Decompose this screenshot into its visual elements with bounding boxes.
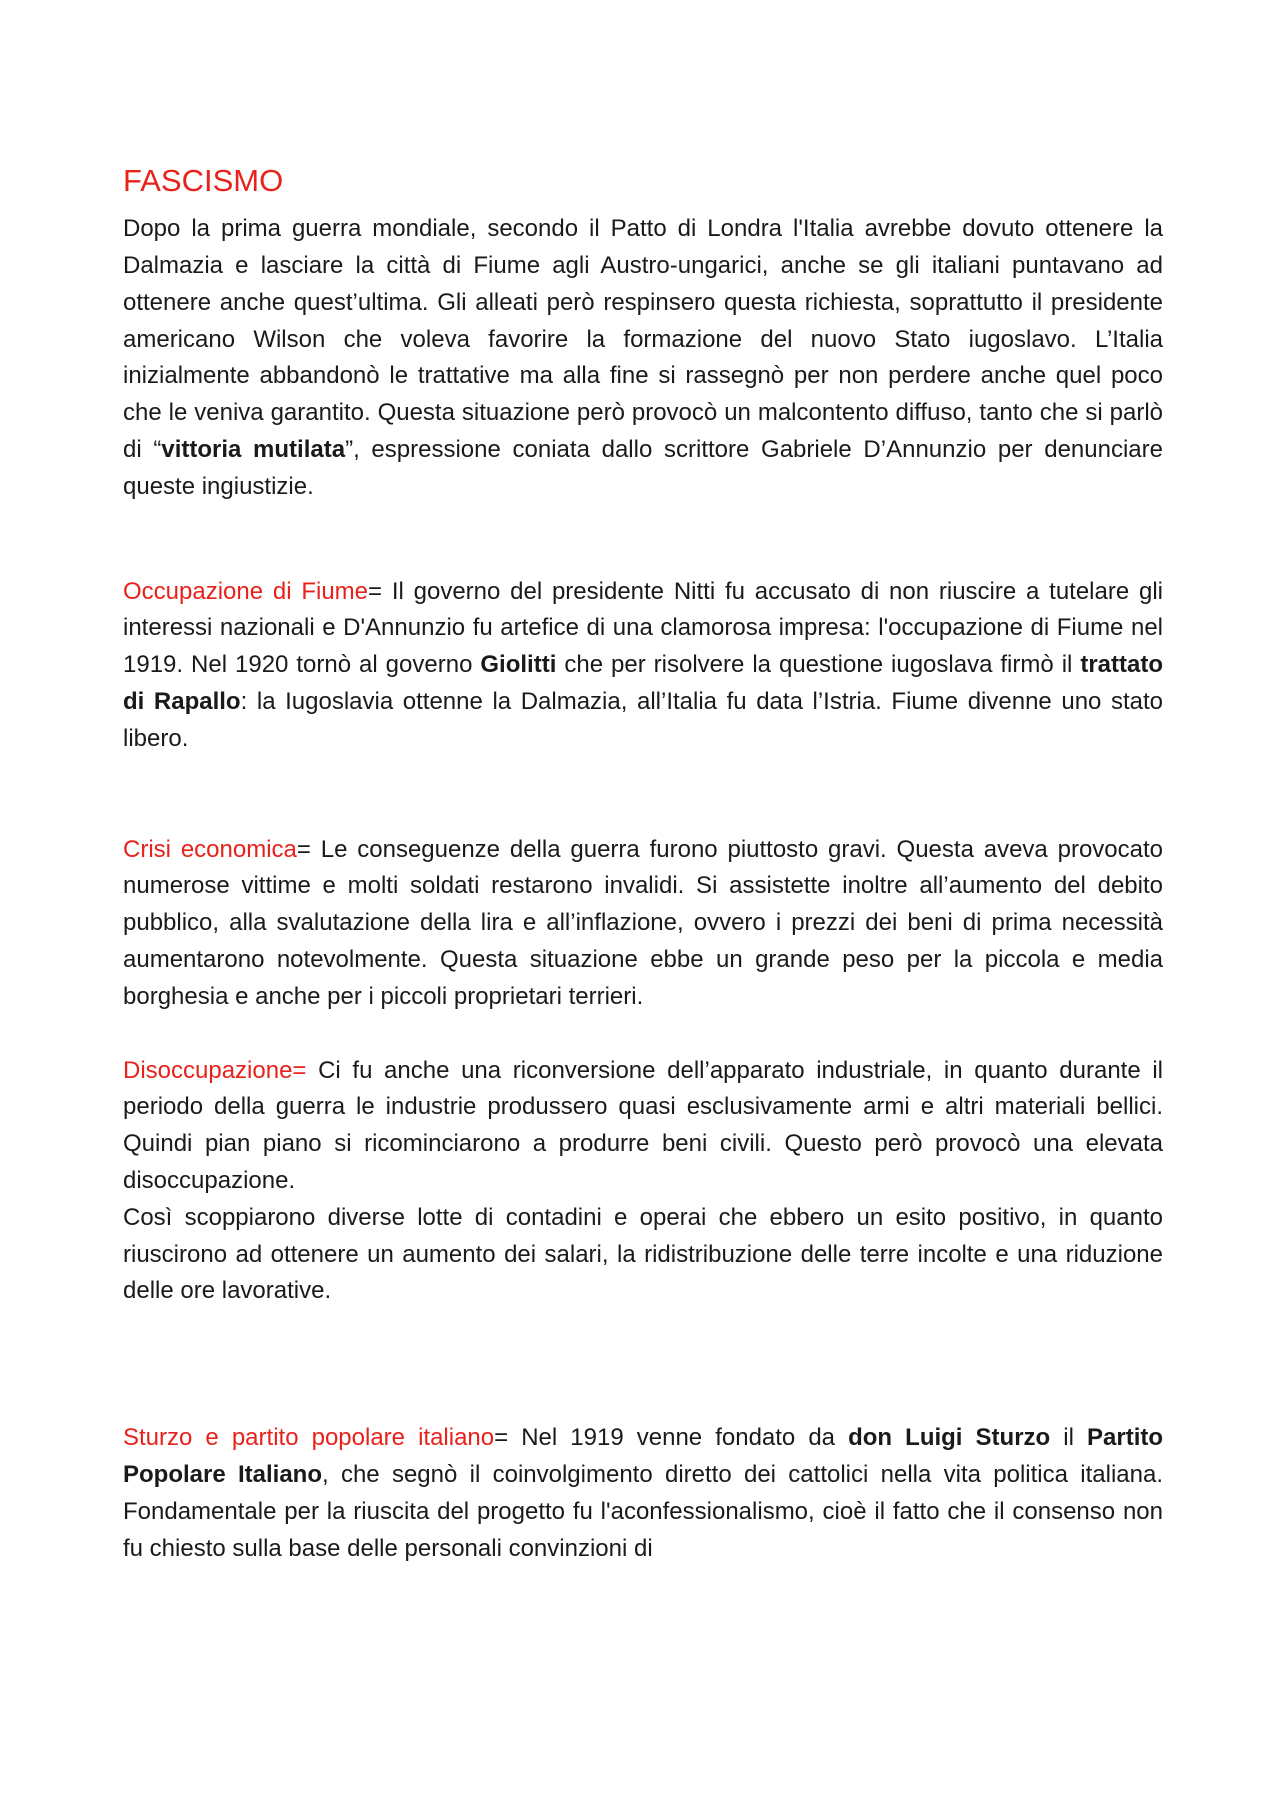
- document-page: [123, 150, 1163, 1567]
- fiume-text-1: = Il governo del presidente Nitti fu accusato di non riuscire a tutelare gli interessi nazionali e D'Annunzio fu artefice di una clamorosa impresa: l'occupazione di Fiume nel 1919. Nel 1920 tornò al governo: [123, 577, 1164, 679]
- sturzo-bold-don-luigi-sturzo: don Luigi Sturzo: [848, 1424, 1051, 1452]
- fiume-bold-giolitti: Giolitti: [480, 651, 557, 679]
- intro-bold-vittoria-mutilata: vittoria mutilata: [161, 435, 346, 463]
- fiume-text-3: : la Iugoslavia ottenne la Dalmazia, all’Italia fu data l’Istria. Fiume divenne uno stato libero.: [123, 687, 1164, 752]
- disoccupazione-text-2: Così scoppiarono diverse lotte di contadini e operai che ebbero un esito positivo, in quanto riuscirono ad ottenere un aumento dei salari, la ridistribuzione delle terre incolte e una riduzione delle ore lavorative.: [123, 1203, 1163, 1305]
- disoccupazione-text-1: Ci fu anche una riconversione dell’apparato industriale, in quanto durante il periodo della guerra le industrie produssero quasi esclusivamente armi e altri materiali bellici. Quindi pian piano si ricominciarono a produrre beni civili. Questo però provocò una elevata disoccupazione.: [123, 1056, 1163, 1194]
- crisi-text-1: = Le conseguenze della guerra furono piuttosto gravi. Questa aveva provocato numerose vittime e molti soldati restarono invalidi. Si assistette inoltre all’aumento del debito pubblico, alla svalutazione della lira e all’inflazione, ovvero i prezzi dei beni di prima necessità aumentarono notevolmente. Questa situazione ebbe un grande peso per la piccola e media borghesia e anche per i piccoli proprietari terrieri.: [123, 835, 1164, 1010]
- sturzo-text-3: , che segnò il coinvolgimento diretto dei cattolici nella vita politica italiana. Fondamentale per la riuscita del progetto fu l'aconfessionalismo, cioè il fatto che il consenso non fu chiesto sulla base delle personali convinzioni di: [123, 1460, 1163, 1562]
- sturzo-bold-ppi: Partito Popolare Italiano: [123, 1424, 1164, 1488]
- intro-paragraph: [123, 211, 1163, 505]
- fiume-text-2: che per risolvere la questione iugoslava firmò il: [556, 651, 1081, 679]
- document-title: FASCISMO: [123, 163, 284, 198]
- intro-text-1: Dopo la prima guerra mondiale, secondo il Patto di Londra l'Italia avrebbe dovuto ottenere la Dalmazia e lasciare la città di Fiume agli Austro-ungarici, anche se gli italiani puntavano ad ottenere anche quest’ultima. Gli alleati però respinsero questa richiesta, soprattutto il presidente americano Wilson che voleva favorire la formazione del nuovo Stato iugoslavo. L’Italia inizialmente abbandonò le trattative ma alla fine si rassegnò per non perdere anche quel poco che le veniva garantito. Questa situazione però provocò un malcontento diffuso, tanto che si parlò di “: [123, 215, 1163, 463]
- sturzo-paragraph: [123, 1420, 1163, 1567]
- crisi-paragraph: [123, 832, 1163, 1016]
- fiume-paragraph: [123, 574, 1163, 758]
- disoccupazione-heading: Disoccupazione=: [123, 1056, 307, 1084]
- crisi-heading: Crisi economica: [123, 835, 297, 863]
- disoccupazione-paragraph-2: [123, 1200, 1163, 1310]
- intro-text-2: ”, espressione coniata dallo scrittore Gabriele D’Annunzio per denunciare queste ingiustizie.: [123, 435, 1163, 500]
- fiume-bold-rapallo: trattato di Rapallo: [123, 651, 1163, 715]
- sturzo-heading: Sturzo e partito popolare italiano: [123, 1424, 495, 1452]
- fiume-heading: Occupazione di Fiume: [123, 577, 369, 605]
- sturzo-text-1: = Nel 1919 venne fondato da: [494, 1424, 849, 1452]
- sturzo-text-2: il: [1050, 1424, 1087, 1452]
- disoccupazione-paragraph: [123, 1053, 1163, 1200]
